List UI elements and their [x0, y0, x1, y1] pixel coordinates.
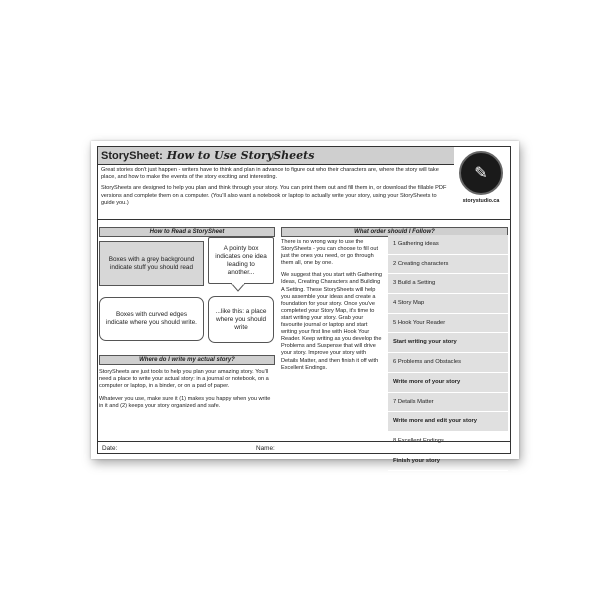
- sheet-frame: [97, 146, 511, 464]
- order-step-item: 3 Build a Setting: [388, 274, 508, 294]
- order-step-item: Write more of your story: [388, 373, 508, 393]
- order-step-item: Start writing your story: [388, 333, 508, 353]
- order-step-item: Write more and edit your story: [388, 412, 508, 432]
- curved-box-example: Boxes with curved edges indicate where you should write.: [99, 297, 204, 341]
- order-step-item: 5 Hook Your Reader: [388, 314, 508, 334]
- intro-paragraph-1: Great stories don't just happen - writers have to think and plan in advance to figure out who their characters are, where the story will take place, and how to make the events of the story exciting and interesting.: [101, 167, 439, 181]
- footer: [98, 441, 510, 456]
- logo-url: storystudio.ca: [462, 198, 500, 204]
- page-title: [98, 147, 454, 165]
- where-write-heading: Where do I write my actual story?: [99, 355, 275, 365]
- name-label: Name:: [256, 445, 275, 452]
- title-subtitle: How to Use StorySheets: [166, 149, 315, 162]
- story-studio-logo: [458, 151, 504, 204]
- pencil-logo-icon: ✎: [459, 151, 503, 195]
- pointy-box-example: A pointy box indicates one idea leading to another...: [208, 237, 274, 284]
- intro-paragraph-2: StorySheets are designed to help you plan and think through your story. You can print them out and fill them in, or download the fillable PDF versions and complete them on a computer. (You'll also want a notebook or laptop to actually write your story, using your StorySheets to guide you.): [101, 185, 447, 206]
- pointy-box-tail-icon: [231, 283, 245, 292]
- order-paragraph-1: There is no wrong way to use the StorySheets - you can choose to fill out just the ones you need, or go through them all, one by one.: [281, 239, 379, 267]
- where-write-text: [99, 369, 275, 415]
- order-step-item: 2 Creating characters: [388, 255, 508, 275]
- order-step-item: 7 Details Matter: [388, 393, 508, 413]
- order-paragraph-2: We suggest that you start with Gathering Ideas, Creating Characters and Building A Setting. These StorySheets will help you assemble your ideas and create a foundation for your story. Once you've completed your Story Map, it's time to start writing your story. Grab your favourite journal or laptop and start writing your first line with Hook Your Reader. Keep writing as you develop the Problems and Suspense that will drive your story. Improve your story with Details Matter, and then finish it off with Excellent Endings.: [281, 272, 382, 371]
- order-steps-list: [388, 235, 508, 464]
- grey-box-example: Boxes with a grey background indicate stuff you should read: [99, 241, 204, 286]
- order-step-item: Finish your story: [388, 452, 508, 472]
- order-heading: What order should I Follow?: [281, 227, 508, 237]
- divider: [98, 219, 510, 220]
- how-to-read-heading: How to Read a StorySheet: [99, 227, 275, 237]
- order-step-item: 6 Problems and Obstacles: [388, 353, 508, 373]
- where-write-paragraph-1: StorySheets are just tools to help you plan your amazing story. You'll need a place to write your actual story: in a journal or notebook, on a computer or laptop, in a binder, or on a pad of paper.: [99, 369, 269, 390]
- intro-text: [101, 167, 451, 211]
- order-step-item: 4 Story Map: [388, 294, 508, 314]
- order-step-item: 8 Excellent Endings: [388, 432, 508, 452]
- title-brand: StorySheet:: [101, 150, 163, 162]
- date-label: Date:: [102, 445, 118, 452]
- like-this-box-example: ...like this: a place where you should write: [208, 296, 274, 343]
- order-text: [281, 239, 383, 377]
- where-write-paragraph-2: Whatever you use, make sure it (1) makes you happy when you write in it and (2) keeps your story organized and safe.: [99, 395, 271, 409]
- order-step-item: 1 Gathering ideas: [388, 235, 508, 255]
- storysheet-page: [91, 141, 519, 464]
